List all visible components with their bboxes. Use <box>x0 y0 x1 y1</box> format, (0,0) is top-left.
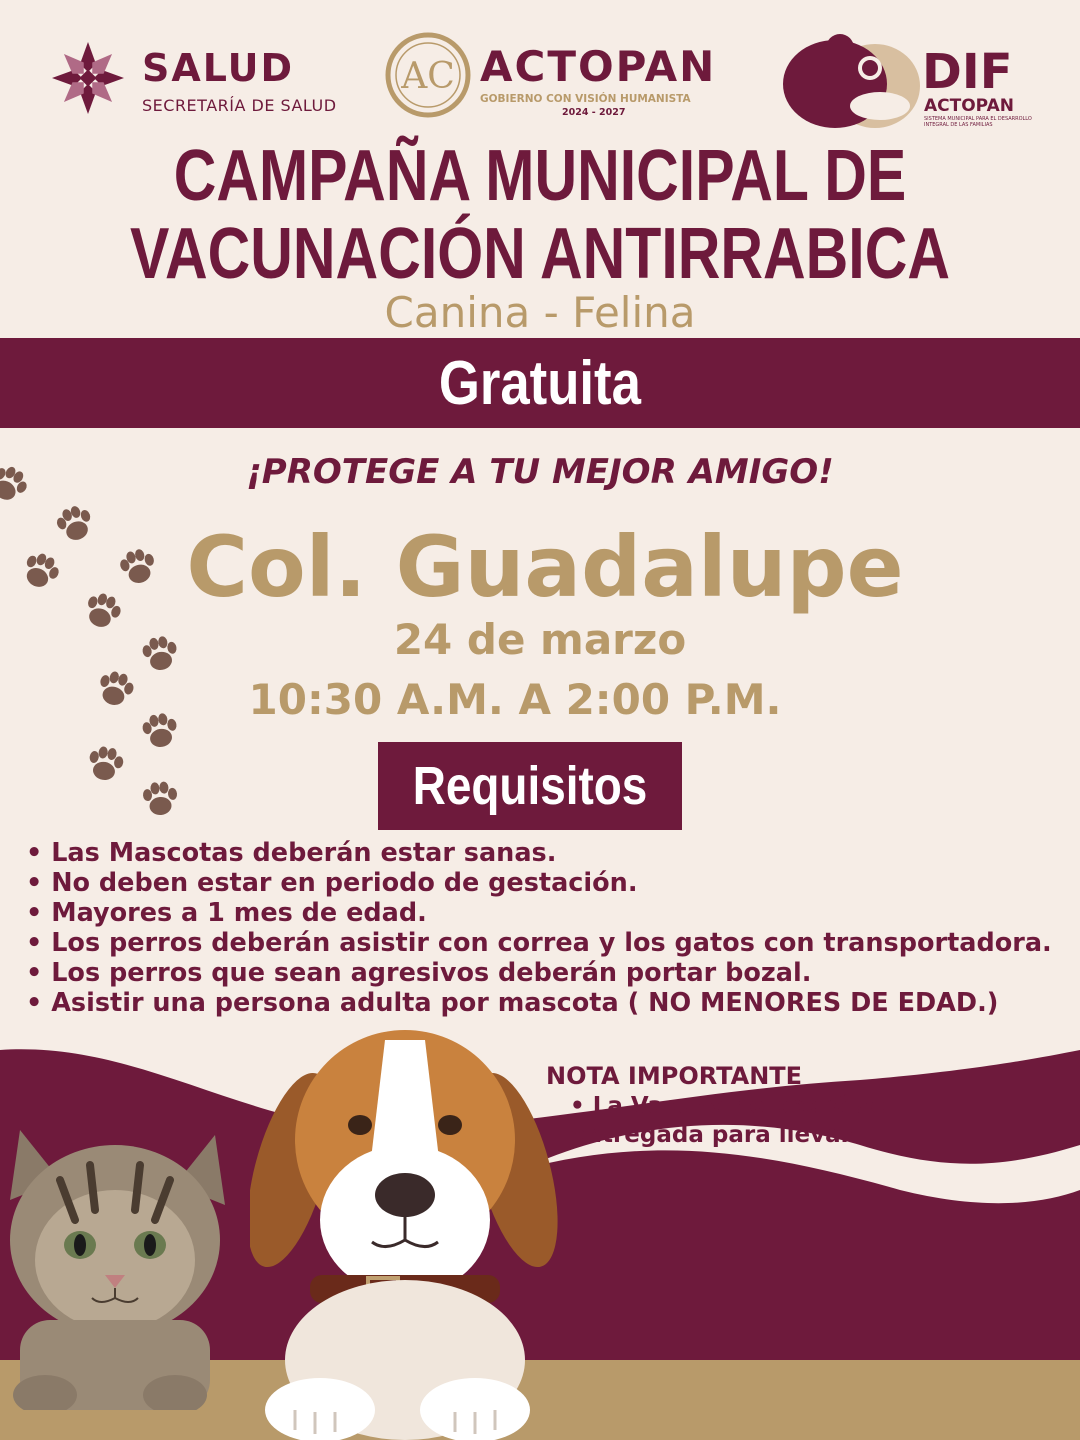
paw-print-icon <box>0 461 32 507</box>
requirements-heading <box>378 742 682 830</box>
free-banner <box>0 338 1080 428</box>
list-item: • Los perros deberán asistir con correa y los gatos con transportadora. <box>26 928 1076 958</box>
event-date: 24 de marzo <box>393 615 687 664</box>
event-location: Col. Guadalupe <box>186 518 904 616</box>
svg-text:AC: AC <box>401 56 455 97</box>
campaign-subtitle: Canina - Felina <box>384 288 696 337</box>
salud-title: SALUD <box>142 46 295 90</box>
salud-star-icon <box>46 38 136 118</box>
free-banner-label: Gratuita <box>438 348 642 418</box>
list-item: • Mayores a 1 mes de edad. <box>26 898 1076 928</box>
salud-logo <box>46 38 366 118</box>
dif-description: SISTEMA MUNICIPAL PARA EL DESARROLLO INTEGRAL DE LAS FAMILIAS <box>924 116 1032 128</box>
slogan: ¡PROTEGE A TU MEJOR AMIGO! <box>246 452 834 492</box>
paw-print-icon <box>19 549 64 593</box>
note-title: NOTA IMPORTANTE <box>546 1062 803 1090</box>
actopan-years: 2024 - 2027 <box>562 107 626 118</box>
dif-family-icon <box>780 26 925 132</box>
paw-print-icon <box>142 781 179 817</box>
dif-title: DIF <box>922 44 1013 100</box>
list-item: • Los perros que sean agresivos deberán portar bozal. <box>26 958 1076 988</box>
requirements-heading-label: Requisitos <box>412 756 648 816</box>
requirements-list <box>26 838 1076 1018</box>
dog-image <box>250 1020 560 1440</box>
campaign-title-line1: CAMPAÑA MUNICIPAL DE <box>173 136 907 216</box>
actopan-logo <box>380 30 730 120</box>
list-item: • No deben estar en periodo de gestación. <box>26 868 1076 898</box>
kitten-image <box>0 1110 240 1410</box>
list-item: • Las Mascotas deberán estar sanas. <box>26 838 1076 868</box>
list-item: • Asistir una persona adulta por mascota ( NO MENORES DE EDAD.) <box>26 988 1076 1018</box>
event-time: 10:30 A.M. A 2:00 P.M. <box>248 675 782 724</box>
dif-name: ACTOPAN <box>924 96 1014 116</box>
note-text: • La Vacuna no podrá ser entregada para llevar. <box>570 1092 930 1150</box>
paw-print-icon <box>86 744 125 782</box>
actopan-subtitle: GOBIERNO CON VISIÓN HUMANISTA <box>480 93 691 105</box>
salud-subtitle: SECRETARÍA DE SALUD <box>142 96 337 115</box>
paw-print-icon <box>53 502 96 545</box>
dif-logo <box>780 26 1040 132</box>
actopan-title: ACTOPAN <box>480 42 717 91</box>
actopan-monogram-icon <box>380 30 476 120</box>
campaign-title-line2: VACUNACIÓN ANTIRRABICA <box>130 214 950 294</box>
